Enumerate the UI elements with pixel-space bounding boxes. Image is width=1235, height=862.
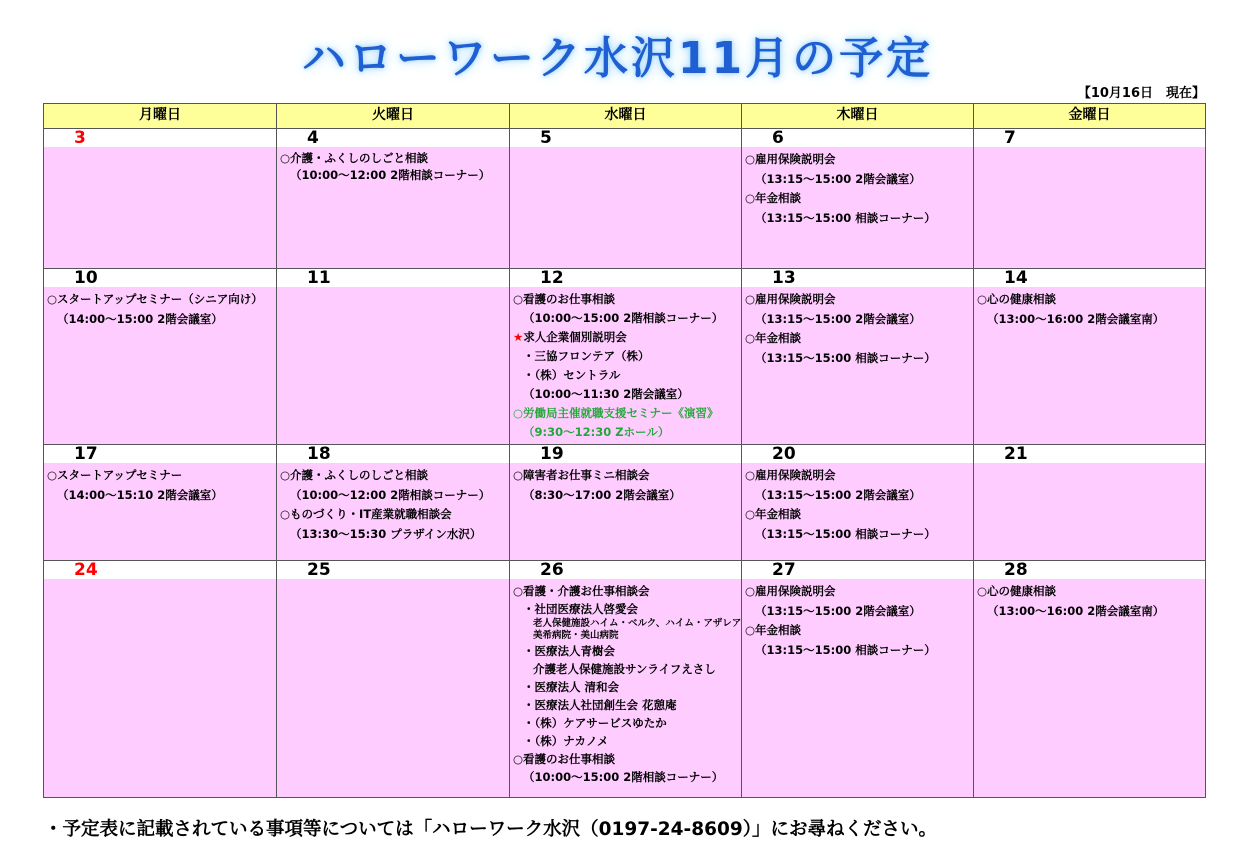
day-cell bbox=[44, 269, 277, 445]
company-item: ・三協フロンテア（株） bbox=[523, 349, 650, 363]
day-number: 14 bbox=[974, 269, 1205, 287]
day-number: 28 bbox=[974, 561, 1205, 579]
event-title-text: 求人企業個別説明会 bbox=[523, 330, 627, 344]
event-title: ○介護・ふくしのしごと相談 bbox=[280, 151, 429, 165]
facility-note: 介護老人保健施設サンライフえさし bbox=[533, 662, 716, 676]
company-item: ・（株）ケアサービスゆたか bbox=[523, 716, 667, 730]
day-number: 6 bbox=[742, 129, 973, 147]
day-cell bbox=[277, 561, 510, 798]
day-cell bbox=[742, 129, 974, 269]
event-title: ○スタートアップセミナー bbox=[47, 468, 183, 482]
event-time: （13:15～15:00 2階会議室） bbox=[755, 603, 921, 618]
event-time: （8:30～17:00 2階会議室） bbox=[523, 487, 681, 502]
day-number: 24 bbox=[44, 561, 276, 579]
day-number: 25 bbox=[277, 561, 509, 579]
day-number: 27 bbox=[742, 561, 973, 579]
day-cell bbox=[277, 269, 510, 445]
company-item: ・（株）セントラル bbox=[523, 368, 621, 382]
event-time: （14:00～15:00 2階会議室） bbox=[57, 311, 223, 326]
event-title: ○心の健康相談 bbox=[977, 292, 1057, 306]
event-title: ○介護・ふくしのしごと相談 bbox=[280, 468, 429, 482]
week-row bbox=[44, 129, 1206, 269]
event-time: （13:15～15:00 2階会議室） bbox=[755, 171, 921, 186]
event-time: （13:15～15:00 相談コーナー） bbox=[755, 350, 936, 365]
day-cell bbox=[510, 129, 742, 269]
company-item: ・医療法人社団創生会 花憩庵 bbox=[523, 698, 677, 712]
event-title: ○年金相談 bbox=[745, 507, 802, 521]
footer-note: ・予定表に記載されている事項等については「ハローワーク水沢（0197-24-8609）」にお尋ねください。 bbox=[44, 819, 937, 840]
day-number: 21 bbox=[974, 445, 1205, 463]
event-title: ○雇用保険説明会 bbox=[745, 584, 836, 598]
star-icon: ★ bbox=[513, 330, 524, 344]
day-number: 3 bbox=[44, 129, 276, 147]
event-time: （10:00～15:00 2階相談コーナー） bbox=[523, 770, 724, 784]
day-cell bbox=[742, 561, 974, 798]
event-time: （13:15～15:00 相談コーナー） bbox=[755, 642, 936, 657]
weekday-header: 木曜日 bbox=[742, 104, 974, 129]
event-time: （13:15～15:00 相談コーナー） bbox=[755, 526, 936, 541]
day-cell bbox=[44, 561, 277, 798]
day-number: 13 bbox=[742, 269, 973, 287]
event-title: ○スタートアップセミナー（シニア向け） bbox=[47, 292, 263, 306]
day-cell bbox=[44, 445, 277, 561]
event-time: （9:30～12:30 Zホール） bbox=[523, 425, 670, 439]
event-title: ○年金相談 bbox=[745, 623, 802, 637]
company-item: ・社団医療法人啓愛会 bbox=[523, 602, 638, 616]
event-title: ○看護のお仕事相談 bbox=[513, 752, 616, 766]
day-number: 17 bbox=[44, 445, 276, 463]
day-cell bbox=[974, 129, 1206, 269]
schedule-calendar bbox=[43, 103, 1206, 798]
day-number: 26 bbox=[510, 561, 741, 579]
event-time: （13:15～15:00 2階会議室） bbox=[755, 311, 921, 326]
event-title: ○労働局主催就職支援セミナー《演習》 bbox=[513, 406, 719, 420]
day-cell bbox=[974, 269, 1206, 445]
event-title: ○年金相談 bbox=[745, 331, 802, 345]
event-title: ○雇用保険説明会 bbox=[745, 468, 836, 482]
company-item: ・医療法人青樹会 bbox=[523, 644, 615, 658]
weekday-header: 月曜日 bbox=[44, 104, 277, 129]
week-row bbox=[44, 561, 1206, 798]
day-cell bbox=[277, 445, 510, 561]
event-time: （14:00～15:10 2階会議室） bbox=[57, 487, 223, 502]
event-title: ○雇用保険説明会 bbox=[745, 152, 836, 166]
event-time: （10:00～12:00 2階相談コーナー） bbox=[290, 168, 491, 182]
weekday-header: 金曜日 bbox=[974, 104, 1206, 129]
day-number: 4 bbox=[277, 129, 509, 147]
event-title: ○ものづくり・IT産業就職相談会 bbox=[280, 507, 452, 521]
day-number: 18 bbox=[277, 445, 509, 463]
day-number: 20 bbox=[742, 445, 973, 463]
day-number: 7 bbox=[974, 129, 1205, 147]
day-cell bbox=[974, 561, 1206, 798]
day-cell bbox=[510, 445, 742, 561]
day-cell bbox=[974, 445, 1206, 561]
event-title: ○障害者お仕事ミニ相談会 bbox=[513, 468, 650, 482]
weekday-header-row bbox=[44, 104, 1206, 129]
page-title: ハローワーク水沢11月の予定 bbox=[301, 33, 934, 84]
day-cell bbox=[510, 561, 742, 798]
event-time: （13:00～16:00 2階会議室南） bbox=[987, 311, 1165, 326]
event-title: ○雇用保険説明会 bbox=[745, 292, 836, 306]
event-title bbox=[513, 328, 739, 347]
weekday-header: 水曜日 bbox=[510, 104, 742, 129]
facility-note: 美希病院・美山病院 bbox=[533, 630, 619, 641]
weekday-header: 火曜日 bbox=[277, 104, 510, 129]
day-cell bbox=[277, 129, 510, 269]
event-title: ○看護・介護お仕事相談会 bbox=[513, 584, 650, 598]
event-time: （13:30～15:30 プラザイン水沢） bbox=[290, 526, 482, 541]
day-cell bbox=[510, 269, 742, 445]
day-cell bbox=[44, 129, 277, 269]
event-time: （13:15～15:00 2階会議室） bbox=[755, 487, 921, 502]
day-number: 5 bbox=[510, 129, 741, 147]
event-title: ○年金相談 bbox=[745, 191, 802, 205]
week-row bbox=[44, 445, 1206, 561]
facility-note: 老人保健施設ハイム・ベルク、ハイム・アザレア bbox=[533, 618, 742, 629]
day-cell bbox=[742, 445, 974, 561]
day-cell bbox=[742, 269, 974, 445]
day-number: 11 bbox=[277, 269, 509, 287]
event-time: （10:00～15:00 2階相談コーナー） bbox=[523, 311, 724, 325]
week-row bbox=[44, 269, 1206, 445]
event-time: （13:00～16:00 2階会議室南） bbox=[987, 603, 1165, 618]
as-of-date: 【10月16日 現在】 bbox=[1077, 86, 1205, 101]
day-number: 10 bbox=[44, 269, 276, 287]
company-item: ・医療法人 清和会 bbox=[523, 680, 620, 694]
event-time: （10:00～12:00 2階相談コーナー） bbox=[290, 487, 491, 502]
event-title: ○心の健康相談 bbox=[977, 584, 1057, 598]
day-number: 19 bbox=[510, 445, 741, 463]
company-item: ・（株）ナカノメ bbox=[523, 734, 609, 748]
day-number: 12 bbox=[510, 269, 741, 287]
event-time: （13:15～15:00 相談コーナー） bbox=[755, 210, 936, 225]
event-title: ○看護のお仕事相談 bbox=[513, 292, 616, 306]
event-time: （10:00～11:30 2階会議室） bbox=[523, 387, 689, 401]
